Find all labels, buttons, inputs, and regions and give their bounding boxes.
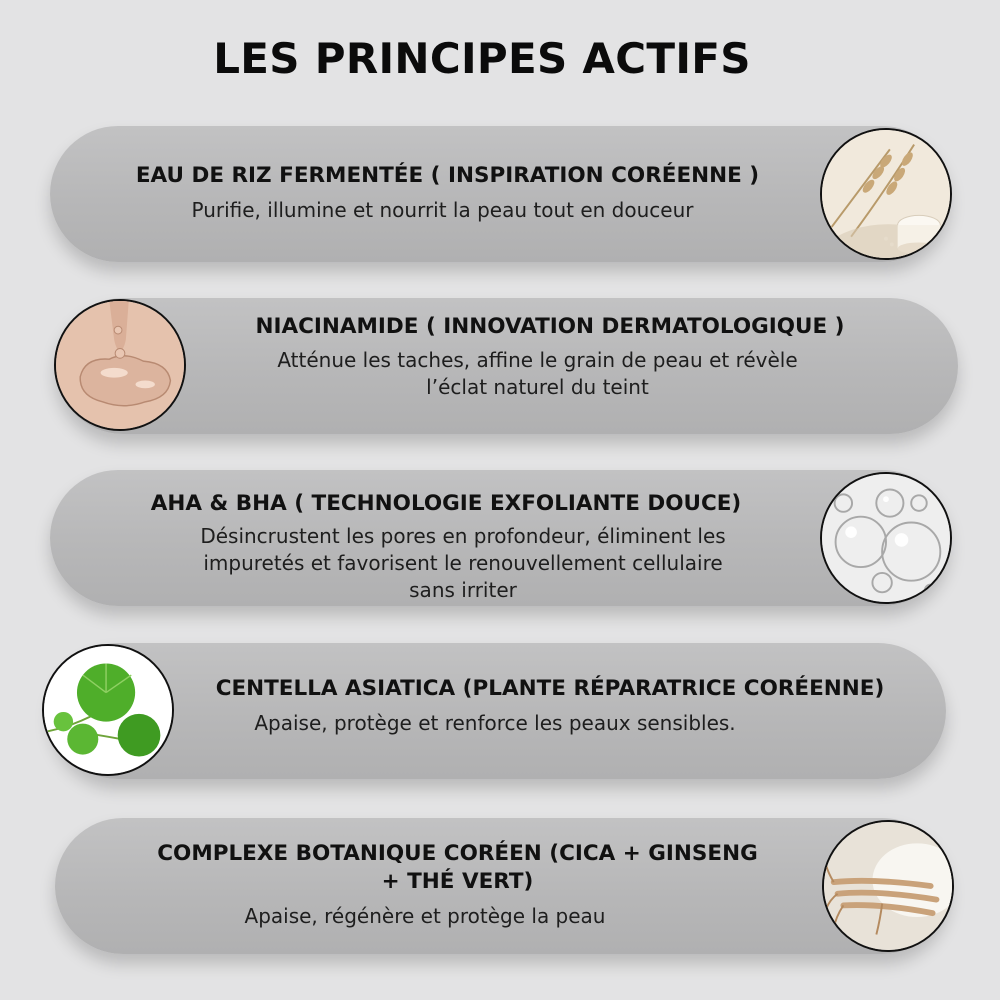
ingredient-description: Apaise, régénère et protège la peau (244, 904, 606, 928)
ingredient-description-line: Atténue les taches, affine le grain de peau et révèle (277, 348, 798, 372)
ingredient-heading: AHA & BHA ( TECHNOLOGIE EXFOLIANTE DOUCE) (150, 491, 742, 516)
ingredient-card-rice-water (50, 126, 950, 262)
ingredient-description-line: Désincrustent les pores en profondeur, éliminent les (200, 524, 726, 548)
rice-water-icon (820, 128, 952, 260)
ginseng-root-icon (822, 820, 954, 952)
ingredient-description-line: impuretés et favorisent le renouvellement cellulaire (203, 551, 723, 575)
serum-drop-icon (54, 299, 186, 431)
ingredient-heading: NIACINAMIDE ( INNOVATION DERMATOLOGIQUE ) (255, 314, 845, 339)
ingredient-description-line: sans irriter (409, 578, 517, 602)
centella-leaf-icon (42, 644, 174, 776)
ingredient-heading: CENTELLA ASIATICA (PLANTE RÉPARATRICE CORÉENNE) (215, 676, 885, 701)
ingredient-heading-line: + THÉ VERT) (381, 869, 534, 894)
gel-bubbles-icon (820, 472, 952, 604)
ingredient-description: Apaise, protège et renforce les peaux sensibles. (254, 711, 736, 735)
ingredient-description-line: l’éclat naturel du teint (426, 375, 649, 399)
ingredient-description: Purifie, illumine et nourrit la peau tout en douceur (191, 198, 694, 222)
ingredient-heading: EAU DE RIZ FERMENTÉE ( INSPIRATION CORÉENNE ) (135, 163, 760, 188)
ingredient-heading-line: COMPLEXE BOTANIQUE CORÉEN (CICA + GINSENG (157, 841, 758, 866)
page-title: LES PRINCIPES ACTIFS (213, 34, 751, 83)
